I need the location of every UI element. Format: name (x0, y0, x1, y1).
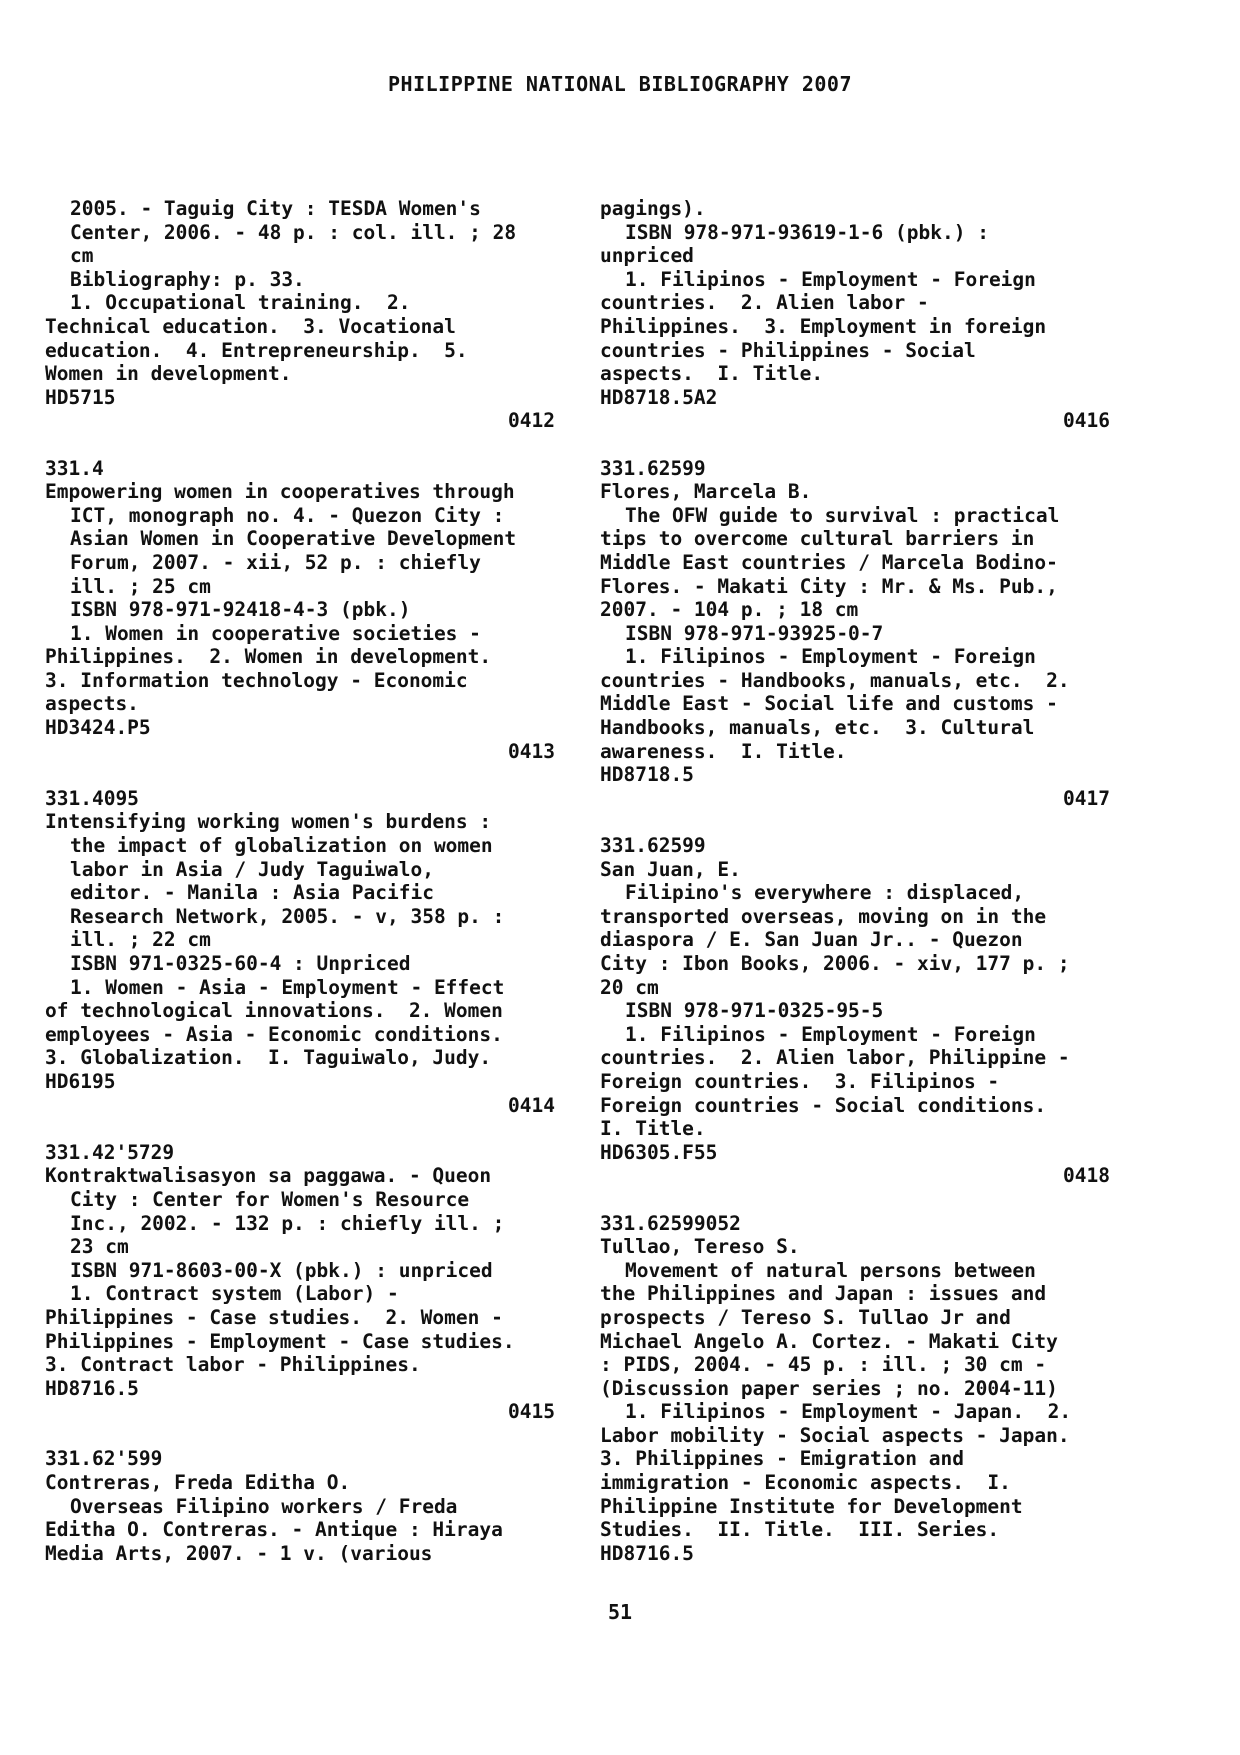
entry-number: 0417 (1063, 786, 1110, 810)
entry-line: ill. ; 25 cm (70, 574, 211, 598)
entry-line: 1. Women - Asia - Employment - Effect (70, 975, 505, 999)
entry-line: 1. Filipinos - Employment - Foreign (625, 645, 1036, 669)
entry-line: City : Ibon Books, 2006. - xiv, 177 p. ; (600, 952, 1070, 975)
entry-line: San Juan, E. (600, 857, 741, 881)
entry-line: HD8716.5 (45, 1376, 139, 1400)
entry-line: : PIDS, 2004. - 45 p. : ill. ; 30 cm - (600, 1353, 1047, 1377)
entry-line: aspects. (45, 692, 139, 716)
entry-line: 1. Contract system (Labor) - (70, 1282, 399, 1306)
entry-line: countries - Philippines - Social (600, 338, 976, 362)
entry-line: HD6305.F55 (600, 1140, 718, 1164)
right-column (600, 197, 1110, 1565)
entry-line: prospects / Tereso S. Tullao Jr and (600, 1305, 1011, 1329)
entry-line: 1. Filipinos - Employment - Japan. 2. (625, 1400, 1072, 1424)
entry-line: Research Network, 2005. - v, 358 p. : (70, 904, 505, 928)
entry-line: 2005. - Taguig City : TESDA Women's (70, 197, 481, 220)
entry-line: 331.4 (45, 456, 104, 480)
entry-line: HD8718.5 (600, 763, 694, 787)
entry-line: Philippines. 2. Women in development. (45, 645, 492, 669)
left-column (45, 197, 555, 1565)
entry-line: Bibliography: p. 33. (70, 267, 305, 291)
entry-line: Middle East - Social life and customs - (600, 692, 1058, 716)
entry-line: Media Arts, 2007. - 1 v. (various (45, 1541, 433, 1565)
entry-number: 0412 (508, 409, 555, 433)
entry-line: 331.62599 (600, 456, 706, 480)
entry-line: 1. Filipinos - Employment - Foreign (625, 1022, 1036, 1046)
entry-line: ISBN 978-971-93925-0-7 (625, 621, 884, 645)
entry-line: 331.62599 (600, 834, 706, 858)
entry-line: 331.62'599 (45, 1447, 163, 1471)
entry-line: Asian Women in Cooperative Development (70, 527, 517, 551)
entry-line: Women in development. (45, 362, 292, 386)
entry-line: cm (70, 244, 94, 268)
entry-line: education. 4. Entrepreneurship. 5. (45, 338, 468, 362)
entry-line: 20 cm (600, 975, 659, 999)
entry-line: HD8716.5 (600, 1541, 694, 1565)
entry-line: The OFW guide to survival : practical (625, 503, 1060, 527)
entry-line: 1. Women in cooperative societies - (70, 621, 481, 645)
entry-spacer (45, 433, 555, 457)
entry-line: Tullao, Tereso S. (600, 1235, 800, 1259)
entry-line: countries - Handbooks, manuals, etc. 2. (600, 668, 1070, 692)
entry-spacer (600, 433, 1110, 457)
entry-number: 0416 (1063, 409, 1110, 433)
entry-line: Intensifying working women's burdens : (45, 810, 492, 834)
entry-line: Philippines - Employment - Case studies. (45, 1329, 515, 1353)
entry-spacer (45, 763, 555, 787)
entry-line: Technical education. 3. Vocational (45, 314, 456, 338)
entry-line: editor. - Manila : Asia Pacific (70, 881, 434, 905)
entry-line: Middle East countries / Marcela Bodino- (600, 550, 1058, 574)
entry-number: 0414 (508, 1093, 555, 1117)
entry-line: Foreign countries. 3. Filipinos - (600, 1069, 1000, 1093)
entry-line: ill. ; 22 cm (70, 928, 211, 952)
entry-line: Philippines. 3. Employment in foreign (600, 314, 1047, 338)
entry-line: HD3424.P5 (45, 716, 151, 740)
entry-line: Contreras, Freda Editha O. (45, 1471, 351, 1495)
entry-line: ICT, monograph no. 4. - Quezon City : (70, 503, 505, 527)
entry-line: HD5715 (45, 385, 116, 409)
entry-line: 3. Philippines - Emigration and (600, 1447, 964, 1471)
entry-line: Filipino's everywhere : displaced, (625, 881, 1025, 905)
entry-line: pagings). (600, 197, 706, 220)
entry-line: Foreign countries - Social conditions. (600, 1093, 1047, 1117)
entry-line: Forum, 2007. - xii, 52 p. : chiefly (70, 550, 481, 574)
entry-line: ISBN 978-971-93619-1-6 (pbk.) : (625, 220, 989, 244)
entry-line: Philippines - Case studies. 2. Women - (45, 1305, 503, 1329)
entry-line: Center, 2006. - 48 p. : col. ill. ; 28 (70, 220, 517, 244)
entry-line: 23 cm (70, 1235, 129, 1259)
entry-line: Inc., 2002. - 132 p. : chiefly ill. ; (70, 1211, 505, 1235)
entry-line: Michael Angelo A. Cortez. - Makati City (600, 1329, 1058, 1353)
entry-line: ISBN 978-971-0325-95-5 (625, 999, 884, 1023)
entry-line: (Discussion paper series ; no. 2004-11) (600, 1376, 1058, 1400)
entry-line: Handbooks, manuals, etc. 3. Cultural (600, 716, 1035, 740)
entry-line: employees - Asia - Economic conditions. (45, 1022, 503, 1046)
entry-number: 0418 (1063, 1164, 1110, 1188)
entry-line: tips to overcome cultural barriers in (600, 527, 1035, 551)
entry-line: Editha O. Contreras. - Antique : Hiraya (45, 1518, 503, 1542)
entry-spacer (600, 810, 1110, 834)
entry-line: ISBN 971-0325-60-4 : Unpriced (70, 952, 411, 975)
entry-line: labor in Asia / Judy Taguiwalo, (70, 857, 434, 881)
entry-line: countries. 2. Alien labor, Philippine - (600, 1046, 1070, 1070)
entry-line: the Philippines and Japan : issues and (600, 1282, 1047, 1306)
entry-line: Flores. - Makati City : Mr. & Ms. Pub., (600, 574, 1058, 598)
entry-line: 3. Globalization. I. Taguiwalo, Judy. (45, 1046, 492, 1070)
entry-line: Labor mobility - Social aspects - Japan. (600, 1423, 1070, 1447)
entry-line: Empowering women in cooperatives through (45, 480, 515, 504)
entry-line: immigration - Economic aspects. I. (600, 1471, 1011, 1495)
entry-line: ISBN 978-971-92418-4-3 (pbk.) (70, 598, 411, 622)
entry-line: unpriced (600, 244, 694, 268)
entry-line: HD6195 (45, 1069, 116, 1093)
entry-line: Philippine Institute for Development (600, 1494, 1023, 1518)
entry-line: awareness. I. Title. (600, 739, 847, 763)
entry-line: Overseas Filipino workers / Freda (70, 1494, 458, 1518)
entry-line: 331.62599052 (600, 1211, 741, 1235)
entry-number: 0413 (508, 739, 555, 763)
entry-line: City : Center for Women's Resource (70, 1187, 470, 1211)
entry-line: 3. Contract labor - Philippines. (45, 1353, 421, 1377)
entry-line: Studies. II. Title. III. Series. (600, 1518, 1000, 1542)
entry-line: I. Title. (600, 1117, 706, 1141)
entry-spacer (600, 1188, 1110, 1212)
entry-spacer (45, 1117, 555, 1141)
entry-line: of technological innovations. 2. Women (45, 999, 503, 1023)
entry-line: 331.42'5729 (45, 1140, 175, 1164)
entry-spacer (45, 1424, 555, 1448)
entry-line: 2007. - 104 p. ; 18 cm (600, 598, 859, 622)
entry-number: 0415 (508, 1400, 555, 1424)
entry-line: diaspora / E. San Juan Jr.. - Quezon (600, 928, 1023, 952)
entry-line: Movement of natural persons between (625, 1258, 1036, 1282)
entry-line: aspects. I. Title. (600, 362, 824, 386)
entry-line: ISBN 971-8603-00-X (pbk.) : unpriced (70, 1258, 493, 1282)
entry-line: HD8718.5A2 (600, 385, 718, 409)
entry-line: Kontraktwalisasyon sa paggawa. - Queon (45, 1164, 492, 1188)
entry-line: transported overseas, moving on in the (600, 904, 1047, 928)
entry-line: 1. Occupational training. 2. (70, 291, 411, 315)
entry-line: countries. 2. Alien labor - (600, 291, 929, 315)
entry-line: 1. Filipinos - Employment - Foreign (625, 267, 1036, 291)
page-number: 51 (607, 1600, 633, 1624)
entry-line: Flores, Marcela B. (600, 480, 812, 504)
entry-line: 331.4095 (45, 786, 139, 810)
entry-line: the impact of globalization on women (70, 834, 493, 858)
entry-line: 3. Information technology - Economic (45, 668, 468, 692)
page-title: PHILIPPINE NATIONAL BIBLIOGRAPHY 2007 (387, 72, 853, 96)
